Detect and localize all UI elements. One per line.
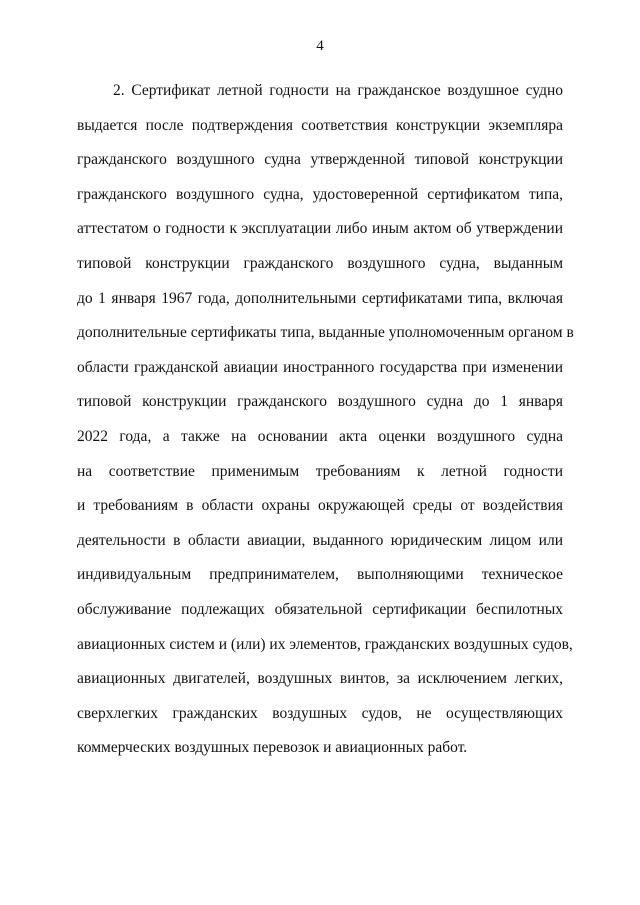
paragraph-line: гражданского воздушного судна утвержденной типовой конструкции [77, 151, 563, 169]
paragraph-line: типовой конструкции гражданского воздушного судна, выданным [77, 254, 563, 272]
paragraph [77, 74, 574, 766]
paragraph-line: 2. Сертификат летной годности на гражданское воздушное судно [113, 82, 563, 99]
paragraph-line: индивидуальным предпринимателем, выполняющими техническое [77, 566, 563, 584]
paragraph-line: на соответствие применимым требованиям к летной годности [77, 462, 563, 480]
paragraph-line: до 1 января 1967 года, дополнительными сертификатами типа, включая [77, 289, 563, 307]
paragraph-line: коммерческих воздушных перевозок и авиационных работ. [77, 739, 468, 757]
paragraph-line: области гражданской авиации иностранного государства при изменении [77, 358, 563, 376]
paragraph-line: выдается после подтверждения соответствия конструкции экземпляра [77, 116, 563, 134]
paragraph-line: обслуживание подлежащих обязательной сертификации беспилотных [77, 600, 563, 618]
paragraph-line: гражданского воздушного судна, удостоверенной сертификатом типа, [77, 185, 563, 203]
paragraph-line: деятельности в области авиации, выданного юридическим лицом или [77, 531, 563, 549]
paragraph-line: авиационных двигателей, воздушных винтов, за исключением легких, [77, 670, 563, 688]
paragraph-line: и требованиям в области охраны окружающей среды от воздействия [77, 497, 563, 515]
paragraph-line: типовой конструкции гражданского воздушного судна до 1 января [77, 393, 563, 411]
page-number: 4 [316, 38, 324, 54]
paragraph-line: 2022 года, а также на основании акта оценки воздушного судна [77, 427, 563, 445]
paragraph-line: сверхлегких гражданских воздушных судов, не осуществляющих [77, 704, 563, 722]
paragraph-line: аттестатом о годности к эксплуатации либо иным актом об утверждении [77, 220, 563, 238]
paragraph-line: дополнительные сертификаты типа, выданные уполномоченным органом в [77, 324, 574, 342]
paragraph-line: авиационных систем и (или) их элементов, гражданских воздушных судов, [77, 635, 573, 653]
